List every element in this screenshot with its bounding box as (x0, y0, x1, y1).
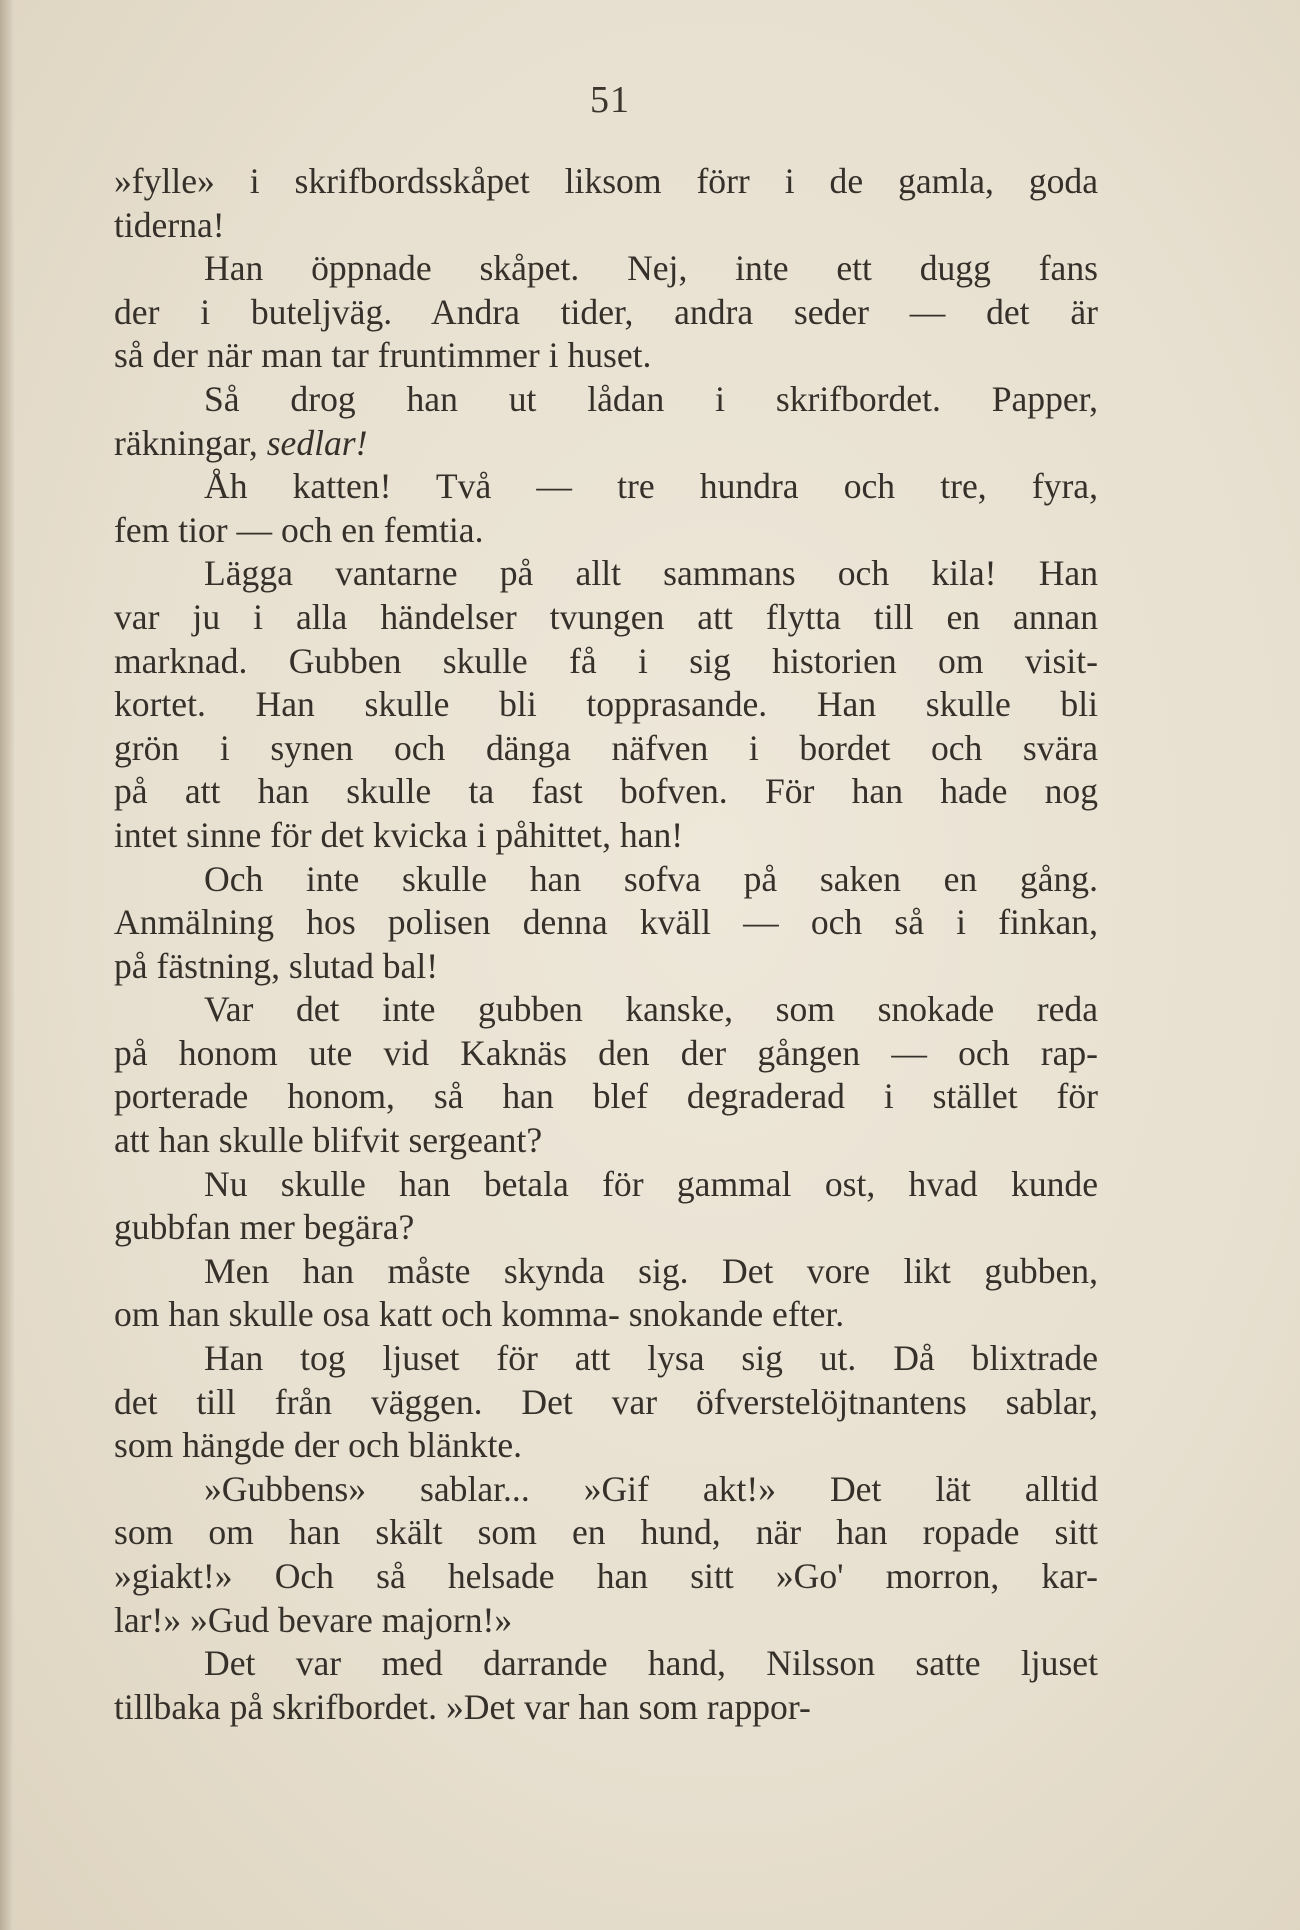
text-line: tillbaka på skrifbordet. »Det var han som rappor- (114, 1686, 811, 1727)
text-line: Åh katten! Två — tre hundra och tre, fyra, (204, 466, 1098, 507)
text-line: »fylle» i skrifbordsskåpet liksom förr i de gamla, goda (114, 161, 1098, 201)
text-line: Han öppnade skåpet. Nej, inte ett dugg fans (204, 248, 1098, 289)
text-line: marknad. Gubben skulle få i sig historien om visit- (114, 640, 1098, 681)
text-line: lar!» »Gud bevare majorn!» (114, 1599, 513, 1640)
paragraph (114, 1642, 1098, 1729)
text-line: Han tog ljuset för att lysa sig ut. Då blixtrade (204, 1338, 1098, 1379)
text-line: Nu skulle han betala för gammal ost, hvad kunde (204, 1163, 1098, 1204)
text-line: så der när man tar fruntimmer i huset. (114, 335, 652, 376)
paragraph (114, 1250, 1098, 1337)
text-line: Så drog han ut lådan i skrifbordet. Papper, (204, 378, 1098, 419)
text-line: att han skulle blifvit sergeant? (114, 1120, 543, 1161)
paragraph (114, 160, 1098, 247)
italic-word: sedlar! (266, 422, 368, 463)
body-text (114, 160, 1098, 1729)
text-line: var ju i alla händelser tvungen att flytta till en annan (114, 596, 1098, 637)
text-line: fem tior — och en femtia. (114, 509, 484, 550)
paragraph (114, 465, 1098, 552)
text-line: Lägga vantarne på allt sammans och kila! Han (204, 553, 1098, 594)
paragraph (114, 1468, 1098, 1642)
text-line: Och inte skulle han sofva på saken en gång. (204, 858, 1098, 899)
text-line: Men han måste skynda sig. Det vore likt gubben, (204, 1250, 1098, 1291)
text-line: porterade honom, så han blef degraderad i stället för (114, 1076, 1098, 1117)
paragraph (114, 247, 1098, 378)
paragraph (114, 988, 1098, 1162)
text-line: intet sinne för det kvicka i påhittet, han! (114, 814, 684, 855)
page-gutter-edge (0, 0, 14, 1930)
text-line: på att han skulle ta fast bofven. För han hade nog (114, 771, 1098, 812)
text-line: som om han skält som en hund, när han ropade sitt (114, 1512, 1098, 1553)
text-line: på fästning, slutad bal! (114, 945, 439, 986)
text-line: Det var med darrande hand, Nilsson satte ljuset (204, 1643, 1098, 1684)
text-line: gubbfan mer begära? (114, 1207, 415, 1248)
text-line: Var det inte gubben kanske, som snokade reda (204, 989, 1098, 1030)
paragraph (114, 378, 1098, 465)
text-line: kortet. Han skulle bli topprasande. Han skulle bli (114, 684, 1098, 725)
text-line: »giakt!» Och så helsade han sitt »Go' morron, kar- (114, 1556, 1098, 1596)
text-line: der i buteljväg. Andra tider, andra seder — det är (114, 291, 1098, 332)
text-line: grön i synen och dänga näfven i bordet och svära (114, 727, 1098, 768)
text-line: »Gubbens» sablar... »Gif akt!» Det lät alltid (204, 1468, 1098, 1509)
paragraph (114, 552, 1098, 857)
text-line: Anmälning hos polisen denna kväll — och så i finkan, (114, 902, 1098, 943)
paragraph (114, 1163, 1098, 1250)
text-line: det till från väggen. Det var öfverstelöjtnantens sablar, (114, 1381, 1098, 1422)
page-number: 51 (590, 79, 630, 121)
text-line: på honom ute vid Kaknäs den der gången — och rap- (114, 1032, 1098, 1073)
paragraph (114, 1337, 1098, 1468)
text-line: tiderna! (114, 204, 225, 245)
text-line: som hängde der och blänkte. (114, 1425, 523, 1466)
text-line: räkningar, sedlar! (114, 422, 368, 463)
paragraph (114, 858, 1098, 989)
text-line: om han skulle osa katt och komma- snokande efter. (114, 1294, 845, 1335)
